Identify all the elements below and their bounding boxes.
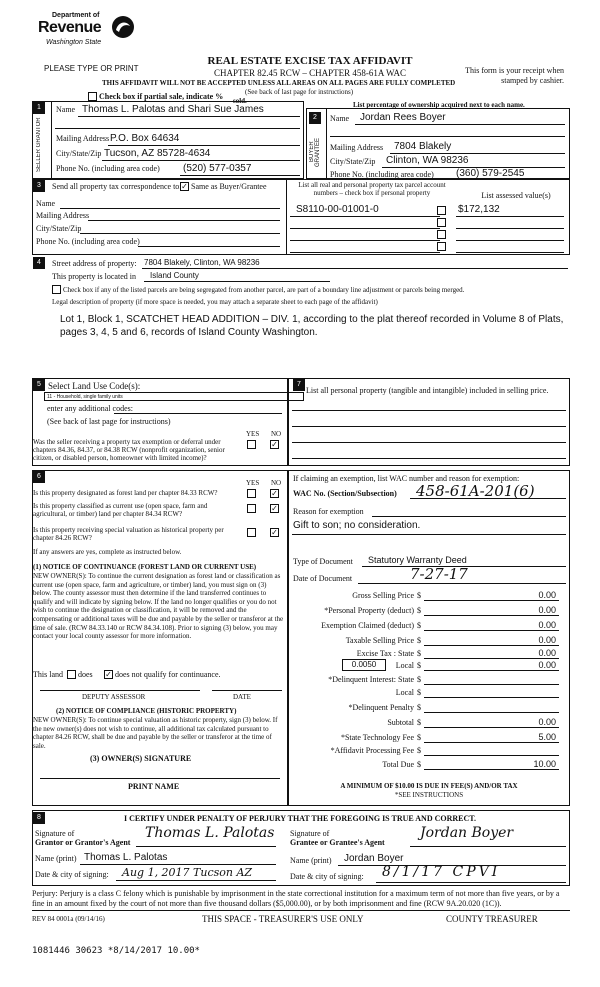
parcel-number[interactable]: S8110-00-01001-0 xyxy=(296,204,379,215)
section-3-number: 3 xyxy=(33,180,45,192)
exemption-reason[interactable]: Gift to son; no consideration. xyxy=(293,520,421,531)
local-rate-box[interactable] xyxy=(342,659,386,671)
tax-row-label: Gross Selling Price xyxy=(352,591,414,600)
tax-currency: $ xyxy=(417,733,421,742)
assessed-header: List assessed value(s) xyxy=(481,191,551,200)
section-8-number: 8 xyxy=(33,812,45,824)
treasurer-space: THIS SPACE - TREASURER'S USE ONLY xyxy=(202,914,364,924)
tax-currency: $ xyxy=(417,688,421,697)
parcel-1-personal-checkbox[interactable] xyxy=(437,206,446,215)
parcel-2-personal-checkbox[interactable] xyxy=(437,218,446,227)
seller-side-label: SELLER GRANTOR xyxy=(36,117,42,173)
logo-name: Revenue xyxy=(38,19,102,36)
buyer-phone-label: Phone No. (including area code) xyxy=(330,170,434,179)
cashier-stamp: 1081446 30623 *8/14/2017 10.00* xyxy=(32,946,200,956)
grantee-date-label: Date & city of signing: xyxy=(290,872,364,881)
wac-number[interactable]: 458-61A-201(6) xyxy=(416,482,535,500)
buyer-address-label: Mailing Address xyxy=(330,143,384,152)
if-any-yes-note: If any answers are yes, complete as instructed below. xyxy=(33,548,182,556)
county-treasurer: COUNTY TREASURER xyxy=(446,914,538,924)
exemption-yes-header: YES xyxy=(246,430,260,438)
seller-city[interactable]: Tucson, AZ 85728-4634 xyxy=(104,148,211,159)
does-not-qualify-checkbox[interactable]: ✓ xyxy=(105,670,112,679)
tax-row-label: Local xyxy=(395,661,414,670)
land-use-code: 11 - Household, single family units xyxy=(47,394,123,400)
grantee-date[interactable]: 8/1/17 CPVI xyxy=(382,864,501,880)
tax-row-value[interactable]: 0.00 xyxy=(538,717,556,727)
tax-row-label: Taxable Selling Price xyxy=(345,636,414,645)
revenue-logo xyxy=(38,12,138,54)
historic-no-checkbox[interactable]: ✓ xyxy=(271,528,278,537)
tax-currency: $ xyxy=(417,621,421,630)
deputy-assessor-label: DEPUTY ASSESSOR xyxy=(82,693,146,701)
tax-row-label: *Delinquent Interest: State xyxy=(328,675,414,684)
tax-row-value[interactable]: 0.00 xyxy=(538,660,556,670)
current-use-no-checkbox[interactable]: ✓ xyxy=(271,504,278,513)
form-title: REAL ESTATE EXCISE TAX AFFIDAVIT xyxy=(207,55,413,67)
reason-label: Reason for exemption xyxy=(293,507,364,516)
tax-row-value[interactable]: 5.00 xyxy=(538,732,556,742)
perjury-notice: Perjury: Perjury is a class C felony which is punishable by imprisonment in the state correctional institution for a maximum term of not more than five years, or by a fine in an amount fixed by the court of not more than five thousand dollars ($5,000.00), or by both imprisonment and fine (RCW 9A.20.020 (1C)). xyxy=(32,889,560,908)
tax-row-label: *State Technology Fee xyxy=(340,733,414,742)
exemption-claim-label: If claiming an exemption, list WAC number and reason for exemption: xyxy=(293,474,520,483)
does-not-label: does not qualify for continuance. xyxy=(115,670,221,679)
tax-currency: $ xyxy=(417,718,421,727)
seller-address-label: Mailing Address xyxy=(56,134,110,143)
local-rate: 0.0050 xyxy=(351,660,377,669)
tax-row-value[interactable]: 0.00 xyxy=(538,635,556,645)
wac-label: WAC No. (Section/Subsection) xyxy=(293,489,397,498)
historic-question: Is this property receiving special valuation as historical property per chapter 84.26 RCW? xyxy=(33,526,224,542)
tax-row-value[interactable]: 10.00 xyxy=(533,759,556,769)
corr-address-label: Mailing Address xyxy=(36,211,90,220)
minimum-due-note: A MINIMUM OF $10.00 IS DUE IN FEE(S) AND/OR TAX xyxy=(340,782,518,790)
tax-currency: $ xyxy=(417,703,421,712)
seller-name-label: Name xyxy=(56,105,76,114)
assessed-value[interactable]: $172,132 xyxy=(458,204,500,215)
exemption-yes-checkbox[interactable] xyxy=(247,440,256,449)
tax-currency: $ xyxy=(417,591,421,600)
tax-currency: $ xyxy=(417,649,421,658)
tax-row-label: Excise Tax : State xyxy=(356,649,414,658)
grantee-name-label: Name (print) xyxy=(290,856,332,865)
form-chapter: CHAPTER 82.45 RCW – CHAPTER 458-61A WAC xyxy=(214,68,406,78)
grantee-signature[interactable]: Jordan Boyer xyxy=(420,825,514,841)
grantor-signature[interactable]: Thomas L. Palotas xyxy=(145,825,275,841)
logo-state: Washington State xyxy=(46,39,102,46)
same-as-buyer-checkbox[interactable]: ✓ xyxy=(181,182,188,191)
form-number: REV 84 0001a (09/14/16) xyxy=(32,915,105,923)
segregated-note: Check box if any of the listed parcels are being segregated from another parcel, are part of a boundary line adjustment or parcels being merged. xyxy=(63,286,465,294)
revenue-swirl-icon xyxy=(110,14,136,40)
grantee-name[interactable]: Jordan Boyer xyxy=(344,853,404,864)
street-address[interactable]: 7804 Blakely, Clinton, WA 98236 xyxy=(144,258,260,267)
exemption-no-checkbox[interactable]: ✓ xyxy=(271,440,278,449)
corr-phone-label: Phone No. (including area code) xyxy=(36,237,140,246)
tax-row-label: *Personal Property (deduct) xyxy=(324,606,414,615)
doc-date[interactable]: 7-27-17 xyxy=(410,565,468,583)
exemption-no-header: NO xyxy=(271,430,282,438)
seller-phone[interactable]: (520) 577-0357 xyxy=(183,163,252,174)
forest-land-question: Is this property designated as forest land per chapter 84.33 RCW? xyxy=(33,489,218,497)
current-use-question: Is this property classified as current use (open space, farm and agricultural, or timber) land per chapter 84.34 RCW? xyxy=(33,502,208,518)
buyer-name-label: Name xyxy=(330,114,350,123)
buyer-city-label: City/State/Zip xyxy=(330,157,376,166)
tax-row-label: *Affidavit Processing Fee xyxy=(330,746,414,755)
forest-no-checkbox[interactable]: ✓ xyxy=(271,489,278,498)
buyer-address[interactable]: 7804 Blakely xyxy=(394,141,452,152)
tax-row-value[interactable]: 0.00 xyxy=(538,590,556,600)
tax-currency: $ xyxy=(417,636,421,645)
buyer-phone[interactable]: (360) 579-2545 xyxy=(456,168,525,179)
exemption-question: Was the seller receiving a property tax exemption or deferral under chapters 84.36, 84.37, or 84.38 RCW (nonprofit organization, senior citizen, or disabled person, homeowner with limited income)? xyxy=(33,438,225,462)
tax-row-label: Local xyxy=(395,688,414,697)
seller-phone-label: Phone No. (including area code) xyxy=(56,164,160,173)
correspondence-label: Send all property tax correspondence to: xyxy=(52,182,182,191)
notice1-title: (1) NOTICE OF CONTINUANCE (FOREST LAND OR CURRENT USE) xyxy=(33,563,257,571)
land-use-see-back: (See back of last page for instructions) xyxy=(47,417,171,426)
land-use-label: Select Land Use Code(s): xyxy=(48,381,141,391)
corr-name-label: Name xyxy=(36,199,56,208)
personal-property-label: List all personal property (tangible and intangible) included in selling price. xyxy=(306,386,549,395)
ownership-note: List percentage of ownership acquired next to each name. xyxy=(353,101,525,109)
legal-label: Legal description of property (if more space is needed, you may attach a separate sheet to each page of the affidavit) xyxy=(52,298,378,306)
additional-codes-label: enter any additional codes: xyxy=(47,404,133,413)
owner-signature-label: (3) OWNER(S) SIGNATURE xyxy=(90,754,192,763)
county-name[interactable]: Island County xyxy=(150,271,199,280)
grantor-sig-label-1: Signature of xyxy=(35,829,75,838)
certify-statement: I CERTIFY UNDER PENALTY OF PERJURY THAT THE FOREGOING IS TRUE AND CORRECT. xyxy=(124,814,477,823)
assessor-date-label: DATE xyxy=(233,693,251,701)
grantor-name[interactable]: Thomas L. Palotas xyxy=(84,852,168,863)
legal-description[interactable]: Lot 1, Block 1, SCATCHET HEAD ADDITION – DIV. 1, according to the plat thereof recorded in Volume 8 of Plats, pages 3, 4, 5 and 6, records of Island County Washington. xyxy=(60,314,564,338)
tax-row-value[interactable]: 0.00 xyxy=(538,620,556,630)
seller-city-label: City/State/Zip xyxy=(56,149,102,158)
grantor-date-label: Date & city of signing: xyxy=(35,870,109,879)
seller-name[interactable]: Thomas L. Palotas and Shari Sue James xyxy=(82,104,264,115)
grantee-sig-label-1: Signature of xyxy=(290,829,330,838)
print-name-label: PRINT NAME xyxy=(128,782,180,791)
current-use-yes-checkbox[interactable] xyxy=(247,504,256,513)
does-qualify-checkbox[interactable] xyxy=(67,670,76,679)
section-6-number: 6 xyxy=(33,471,45,483)
tax-currency: $ xyxy=(417,661,421,670)
seller-address[interactable]: P.O. Box 64634 xyxy=(110,133,180,144)
partial-sale-label: Check box if partial sale, indicate % xyxy=(99,92,224,101)
notice2-text: NEW OWNER(S): To continue special valuation as historic property, sign (3) below. If the new owner(s) does not wish to continue, all additional tax calculated pursuant to chapter 84.26 RCW, shall be due and payable by the seller or transferor at the time of sale. xyxy=(33,716,278,750)
street-label: Street address of property: xyxy=(52,259,137,268)
grantor-date[interactable]: Aug 1, 2017 Tucson AZ xyxy=(122,866,253,879)
see-back-note: (See back of last page for instructions) xyxy=(245,88,354,96)
notice1-text: NEW OWNER(S): To continue the current designation as forest land or classification as current use (open space, farm and agriculture, or timber) land, you must sign on (3) below. The county assessor must then determine if the land transferred continues to qualify and will indicate by signing below. If the land no longer qualifies or you do not wish to continue the designation or classification, it will be removed and the compensating or additional taxes will be due and payable by the seller or transferor at the time of sale. (RCW 84.33.140 or RCW 84.34.108). Prior to signing (3) below, you may contact your local county assessor for more information. xyxy=(33,572,284,641)
parcel-3-personal-checkbox[interactable] xyxy=(437,230,446,239)
tax-row-label: Total Due xyxy=(382,760,414,769)
doc-type[interactable]: Statutory Warranty Deed xyxy=(368,555,467,565)
segregated-checkbox[interactable] xyxy=(52,285,61,294)
section-1-number: 1 xyxy=(33,102,45,114)
tax-row-label: Exemption Claimed (deduct) xyxy=(321,621,414,630)
same-as-buyer-label: Same as Buyer/Grantee xyxy=(191,182,267,191)
section-4-number: 4 xyxy=(33,257,45,269)
this-land-label: This land xyxy=(33,670,63,679)
section-5-number: 5 xyxy=(33,379,45,391)
doc-type-label: Type of Document xyxy=(293,557,353,566)
doc-date-label: Date of Document xyxy=(293,574,353,583)
does-label: does xyxy=(78,670,93,679)
tax-currency: $ xyxy=(417,606,421,615)
buyer-city[interactable]: Clinton, WA 98236 xyxy=(386,155,469,166)
sec6-yes-header: YES xyxy=(246,479,260,487)
tax-currency: $ xyxy=(417,746,421,755)
corr-city-label: City/State/Zip xyxy=(36,224,82,233)
tax-row-label: *Delinquent Penalty xyxy=(348,703,414,712)
located-label: This property is located in xyxy=(52,272,136,281)
logo-dept: Department of xyxy=(52,12,100,19)
tax-row-value[interactable]: 0.00 xyxy=(538,605,556,615)
tax-currency: $ xyxy=(417,675,421,684)
completion-warning: THIS AFFIDAVIT WILL NOT BE ACCEPTED UNLESS ALL AREAS ON ALL PAGES ARE FULLY COMPLETED xyxy=(102,79,456,87)
section-7-number: 7 xyxy=(293,379,305,391)
tax-row-value[interactable]: 0.00 xyxy=(538,648,556,658)
tax-row-label: Subtotal xyxy=(387,718,414,727)
grantor-sig-label-2: Grantor or Grantor's Agent xyxy=(35,838,131,847)
forest-yes-checkbox[interactable] xyxy=(247,489,256,498)
please-type: PLEASE TYPE OR PRINT xyxy=(44,64,139,73)
buyer-side-label: BUYER GRANTEE xyxy=(309,137,321,167)
sold-label: sold. xyxy=(233,97,247,105)
tax-currency: $ xyxy=(417,760,421,769)
parcel-header: List all real and personal property tax parcel account numbers – check box if personal property xyxy=(298,181,446,197)
partial-sale-checkbox[interactable] xyxy=(88,92,97,101)
see-instructions: *SEE INSTRUCTIONS xyxy=(394,791,464,799)
section-2-number: 2 xyxy=(309,112,321,124)
grantee-sig-label-2: Grantee or Grantee's Agent xyxy=(290,838,385,847)
parcel-4-personal-checkbox[interactable] xyxy=(437,242,446,251)
land-use-select[interactable] xyxy=(44,392,304,401)
sec6-no-header: NO xyxy=(271,479,282,487)
receipt-note: This form is your receipt when stamped by cashier. xyxy=(465,66,564,85)
notice2-title: (2) NOTICE OF COMPLIANCE (HISTORIC PROPERTY) xyxy=(56,707,237,715)
buyer-name[interactable]: Jordan Rees Boyer xyxy=(360,112,446,123)
historic-yes-checkbox[interactable] xyxy=(247,528,256,537)
grantor-name-label: Name (print) xyxy=(35,854,77,863)
